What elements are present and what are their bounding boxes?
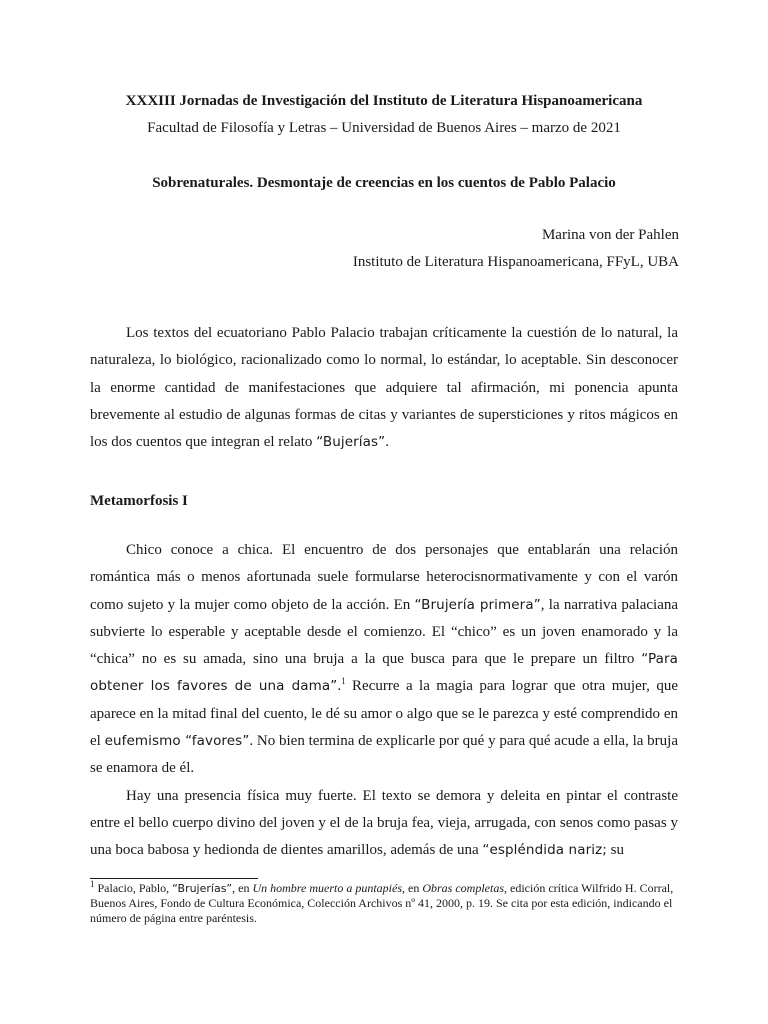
p1-story-title: “Brujería primera” xyxy=(414,596,541,613)
p1-text-c: , la narrativa palaciana subvierte lo esperable y aceptable desde el comienzo. El “chico” es un joven enamorado y la “chica” no es su amada, sino una bruja a la que busca para que le prepare un filtro xyxy=(90,596,679,668)
intro-text: Los textos del ecuatoriano Pablo Palacio trabajan críticamente la cuestión de lo natural, la naturaleza, lo biológico, racionalizado como lo normal, lo estándar, lo aceptable. Sin desconocer la enorme cantidad de manifestaciones que adquiere tal afirmación, mi ponencia apunta brevemente al estudio de algunas formas de citas y variantes de supersticiones y ritos mágicos en los dos cuentos que integran el relato xyxy=(90,325,678,451)
conference-title: XXXIII Jornadas de Investigación del Instituto de Literatura Hispanoamericana xyxy=(125,93,643,109)
footnote-number: 1 xyxy=(90,879,95,889)
p1-text-a: Chico conoce a chica. El encuentro de dos personajes que entablarán una relación romántica más o menos afortunada suele formularse heterocisnormativamente y con el varón como sujeto y la mujer como objeto de la acción. En xyxy=(90,542,678,613)
section-body xyxy=(90,537,678,865)
intro-end: . xyxy=(385,434,389,451)
fn-book-title: Un hombre muerto a puntapiés xyxy=(252,881,403,895)
p1-text-f: Recurre a la magia para lograr que otra mujer, que aparece en la mitad final del cuento, le dé su amor o algo que se le parezca y esté comprendido en el xyxy=(90,678,678,750)
fn-text-a: Palacio, Pablo, xyxy=(94,881,173,895)
intro-title-ref: “Bujerías” xyxy=(316,434,386,451)
p1-text-e: . xyxy=(337,678,342,695)
footnote-marker[interactable]: 1 xyxy=(341,676,346,687)
paper-title: Sobrenaturales. Desmontaje de creencias en los cuentos de Pablo Palacio xyxy=(152,175,616,191)
p1-text-h: . No bien termina de explicarle por qué y para qué acude a ella, la bruja se enamora de él. xyxy=(90,733,678,777)
fn-text-g: , edición crítica Wilfrido H. Corral, Buenos Aires, Fondo de Cultura Económica, Colección Archivos nº 41, 2000, p. 19. Se cita por esta edición, indicando el número de página entre paréntesis. xyxy=(90,881,674,925)
p1-quote: “Para obtener los favores de una dama” xyxy=(90,651,678,695)
author-name: Marina von der Pahlen xyxy=(541,227,679,243)
paragraph-1 xyxy=(90,537,678,783)
footnote-divider xyxy=(90,878,258,879)
p1-euphemism: eufemismo “favores” xyxy=(104,733,250,750)
fn-collection-title: Obras completas xyxy=(422,881,505,895)
fn-text-c: , en xyxy=(232,881,253,895)
p2-text-a: Hay una presencia física muy fuerte. El texto se demora y deleita en pintar el contraste entre el bello cuerpo divino del joven y el de la bruja fea, vieja, arrugada, con senos como pasas y una boca babosa y hedionda de dientes amarillos, además de una xyxy=(90,787,678,859)
fn-story-title: “Brujerías” xyxy=(172,882,233,895)
fn-text-e: , en xyxy=(402,881,423,895)
section-heading: Metamorfosis I xyxy=(90,493,188,509)
intro-paragraph xyxy=(90,320,678,456)
footnote xyxy=(90,881,682,926)
institution-line: Facultad de Filosofía y Letras – Universidad de Buenos Aires – marzo de 2021 xyxy=(147,120,621,136)
p2-text-c: su xyxy=(606,842,625,859)
paragraph-2 xyxy=(90,783,678,865)
author-affiliation: Instituto de Literatura Hispanoamericana, FFyL, UBA xyxy=(352,254,679,270)
p2-quote: “espléndida nariz; xyxy=(482,842,607,859)
